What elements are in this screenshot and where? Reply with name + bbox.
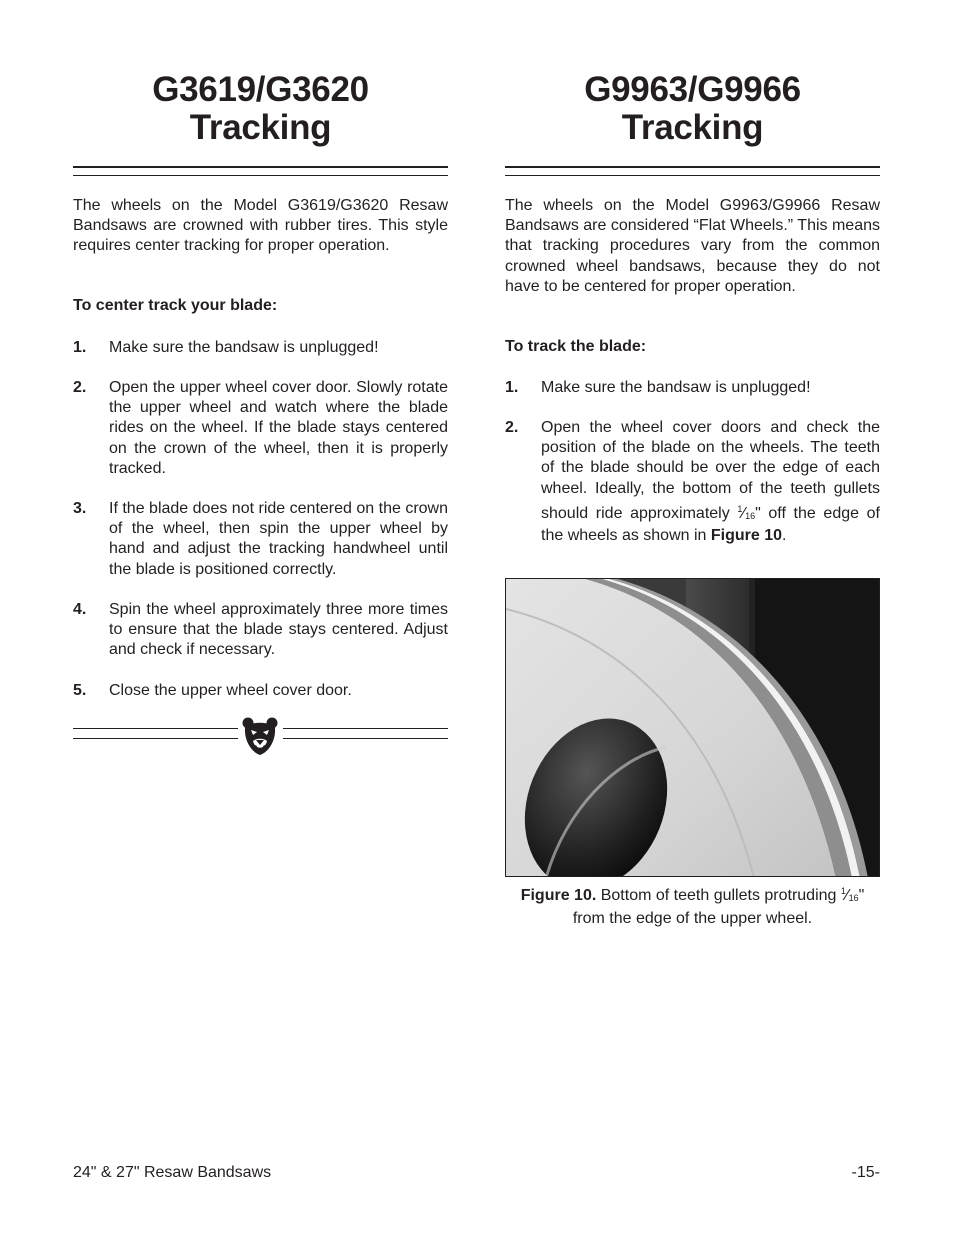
figure-10-photo: [505, 578, 880, 877]
left-step-4: [73, 600, 448, 661]
figure-10-caption: Figure 10. Bottom of teeth gullets protruding $^1⁄_{16}$" from the edge of the upper wheel.: [520, 886, 865, 927]
right-step-1-number: 1.: [505, 379, 519, 396]
right-title-rule: [505, 166, 880, 176]
left-step-2-text: Open the upper wheel cover door. Slowly rotate the upper wheel and watch where the blade rides on the wheel. If the blade stays centered on the crown of the wheel, then it is properly tracked.: [109, 379, 448, 477]
right-step-1: [505, 378, 880, 398]
right-step-2-number: 2.: [505, 419, 519, 436]
left-step-1: [73, 338, 448, 358]
left-title-model: G3619/G3620: [152, 70, 369, 109]
figure-10-label: Figure 10.: [520, 887, 597, 904]
left-step-3-number: 3.: [73, 500, 87, 517]
fraction-sixteenth: $^1⁄_{16}$: [737, 503, 756, 522]
right-step-1-text: Make sure the bandsaw is unplugged!: [541, 379, 811, 396]
right-intro-paragraph: The wheels on the Model G9963/G9966 Resaw Bandsaws are considered “Flat Wheels.” This means that tracking procedures vary from the common crowned wheel bandsaws, because they do not have to be centered for proper operation.: [505, 197, 880, 295]
left-step-4-text: Spin the wheel approximately three more times to ensure that the blade stays centered. Adjust and check if necessary.: [109, 601, 448, 659]
bear-logo-icon: [241, 716, 279, 756]
left-step-5-text: Close the upper wheel cover door.: [109, 682, 352, 699]
footer-manual-title: 24" & 27" Resaw Bandsaws: [73, 1164, 272, 1181]
right-step-2-text: Open the wheel cover doors and check the position of the blade on the wheels. The teeth of the blade should be over the edge of each wheel. Ideally, the bottom of the teeth gullets should ride approximately $^1⁄_{16}$" off the edge of the wheels as shown in Figure 10.: [541, 419, 881, 545]
left-step-3: [73, 499, 448, 580]
left-intro-paragraph: The wheels on the Model G3619/G3620 Resaw Bandsaws are crowned with rubber tires. This style requires center tracking for proper operation.: [73, 197, 448, 255]
left-title-topic: Tracking: [189, 108, 332, 147]
right-procedure-heading: To track the blade:: [505, 338, 647, 355]
left-step-3-text: If the blade does not ride centered on the crown of the wheel, then spin the upper wheel by hand and adjust the tracking handwheel until the blade is positioned correctly.: [109, 500, 448, 578]
left-step-2-number: 2.: [73, 379, 87, 396]
bear-divider: [73, 716, 448, 756]
figure-10-reference: Figure 10: [710, 527, 783, 545]
left-section-title: [73, 71, 448, 147]
left-step-5: [73, 681, 448, 701]
right-step-2: [505, 418, 880, 546]
left-step-4-number: 4.: [73, 601, 87, 618]
bandsaw-wheel-image: [506, 579, 880, 877]
left-step-2: [73, 378, 448, 479]
left-procedure-heading: To center track your blade:: [73, 297, 278, 314]
left-step-1-text: Make sure the bandsaw is unplugged!: [109, 339, 379, 356]
left-title-rule: [73, 166, 448, 176]
left-step-1-number: 1.: [73, 339, 87, 356]
footer-page-number: -15-: [851, 1164, 880, 1181]
left-step-5-number: 5.: [73, 682, 87, 699]
right-section-title: [505, 71, 880, 147]
right-title-topic: Tracking: [621, 108, 764, 147]
right-title-model: G9963/G9966: [584, 70, 801, 109]
fraction-sixteenth-caption: $^1⁄_{16}$: [840, 886, 859, 904]
